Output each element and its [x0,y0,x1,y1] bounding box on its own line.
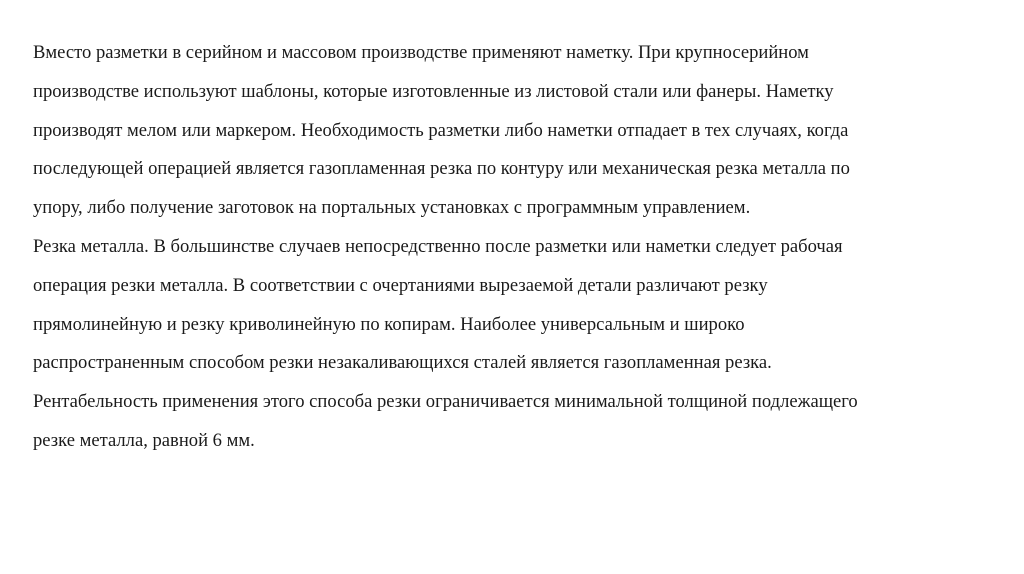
text-line: последующей операцией является газопламенная резка по контуру или механическая резка металла по [33,158,850,180]
text-line: упору, либо получение заготовок на портальных установках с программным управлением. [33,197,751,219]
text-line: распространенным способом резки незакаливающихся сталей является газопламенная резка. [33,352,772,374]
text-line: производстве используют шаблоны, которые изготовленные из листовой стали или фанеры. Наметку [33,80,834,102]
text-line: операция резки металла. В соответствии с очертаниями вырезаемой детали различают резку [33,274,768,296]
text-line: производят мелом или маркером. Необходимость разметки либо наметки отпадает в тех случаях, когда [33,119,849,141]
text-line: прямолинейную и резку криволинейную по копирам. Наиболее универсальным и широко [33,313,745,335]
text-line: Рентабельность применения этого способа резки ограничивается минимальной толщиной подлежащего [33,391,858,413]
body-text [33,34,993,461]
text-line: Вместо разметки в серийном и массовом производстве применяют наметку. При крупносерийном [33,42,809,63]
text-line: Резка металла. В большинстве случаев непосредственно после разметки или наметки следует рабочая [33,235,843,257]
text-line: резке металла, равной 6 мм. [33,429,255,451]
